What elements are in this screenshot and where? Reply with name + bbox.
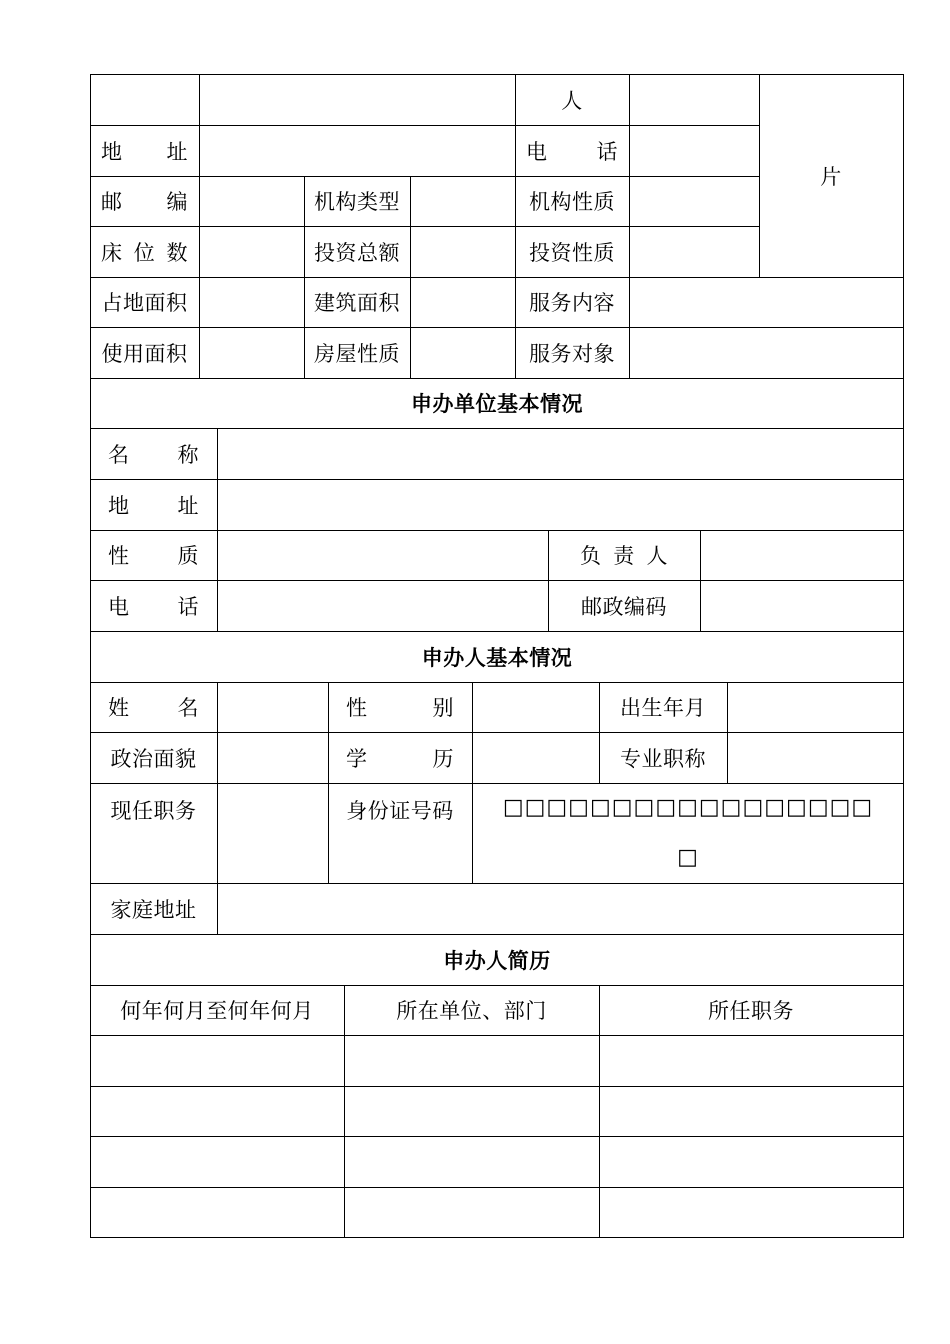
rule — [700, 530, 701, 631]
label-phone — [515, 125, 629, 176]
rule — [90, 1237, 904, 1238]
label-org-type: 机构类型 — [314, 190, 400, 214]
label-char: 历 — [432, 746, 454, 771]
label-investment-nature: 投资性质 — [529, 240, 615, 265]
section-title-applicant: 申办人基本情况 — [421, 644, 573, 670]
label-unit-name — [90, 428, 217, 479]
label-beds — [90, 226, 199, 277]
id-boxes-line2: □ — [677, 845, 699, 870]
label-applicant-education — [328, 732, 472, 783]
label-applicant-id-number: 身份证号码 — [346, 799, 454, 823]
label-char: 话 — [596, 139, 618, 164]
rule — [217, 682, 218, 934]
label-char: 编 — [166, 190, 188, 214]
label-address — [90, 125, 199, 176]
label-photo: 片 — [820, 164, 842, 189]
label-char: 地 — [108, 493, 130, 518]
label-char: 性 — [108, 544, 130, 568]
section-title-resume: 申办人简历 — [443, 947, 551, 973]
rule — [90, 1035, 904, 1036]
label-applicant-title-rank: 专业职称 — [620, 746, 706, 771]
label-char: 位 — [133, 240, 156, 265]
label-char: 邮 — [101, 190, 123, 214]
rule — [727, 682, 728, 783]
label-char: 址 — [177, 493, 199, 518]
resume-col-unit: 所在单位、部门 — [396, 999, 547, 1023]
label-char: 名 — [177, 696, 199, 720]
label-char: 名 — [108, 442, 130, 467]
label-char: 别 — [432, 696, 454, 720]
label-char: 姓 — [108, 696, 130, 720]
label-unit-phone — [90, 580, 217, 631]
rule — [90, 1136, 904, 1137]
label-applicant-political: 政治面貌 — [110, 746, 197, 771]
label-char: 话 — [177, 594, 199, 619]
id-number-boxes[interactable] — [473, 783, 903, 883]
label-building-area: 建筑面积 — [314, 291, 400, 315]
rule — [410, 176, 411, 378]
id-boxes-line1: □□□□□□□□□□□□□□□□□ — [502, 795, 874, 820]
label-unit-postcode: 邮政编码 — [581, 594, 667, 619]
section-title-unit: 申办单位基本情况 — [411, 391, 583, 416]
rule — [199, 74, 200, 378]
label-char: 称 — [177, 442, 199, 467]
label-char: 电 — [526, 139, 548, 164]
label-person: 人 — [561, 88, 583, 113]
label-service-target: 服务对象 — [529, 341, 615, 366]
label-char: 址 — [166, 139, 188, 164]
label-usable-area: 使用面积 — [101, 341, 188, 366]
label-applicant-birth: 出生年月 — [620, 696, 706, 720]
label-postcode — [90, 176, 199, 226]
label-org-nature: 机构性质 — [529, 190, 615, 214]
label-house-nature: 房屋性质 — [314, 341, 400, 366]
label-char: 床 — [101, 240, 123, 265]
label-char: 性 — [346, 696, 368, 720]
resume-col-period: 何年何月至何年何月 — [120, 999, 314, 1023]
label-char: 质 — [177, 544, 199, 568]
label-total-investment: 投资总额 — [314, 240, 400, 265]
label-unit-address — [90, 479, 217, 530]
rule — [217, 428, 218, 631]
label-char: 数 — [166, 240, 188, 265]
label-char: 负 — [580, 544, 602, 568]
label-applicant-gender — [328, 682, 472, 732]
label-char: 人 — [646, 544, 668, 568]
rule — [90, 327, 904, 328]
rule — [90, 277, 904, 278]
label-service-content: 服务内容 — [529, 291, 615, 315]
label-applicant-current-position: 现任职务 — [110, 799, 197, 823]
label-char: 地 — [101, 139, 123, 164]
label-applicant-home-address: 家庭地址 — [110, 897, 197, 922]
rule — [90, 1086, 904, 1087]
label-char: 电 — [108, 594, 130, 619]
label-unit-nature — [90, 530, 217, 580]
rule — [629, 74, 630, 378]
resume-col-position: 所任职务 — [708, 999, 794, 1023]
label-unit-person-in-charge — [548, 530, 700, 580]
label-char: 学 — [346, 746, 368, 771]
label-applicant-name — [90, 682, 217, 732]
rule — [90, 1187, 904, 1188]
label-char: 责 — [613, 544, 635, 568]
label-land-area: 占地面积 — [101, 291, 188, 315]
